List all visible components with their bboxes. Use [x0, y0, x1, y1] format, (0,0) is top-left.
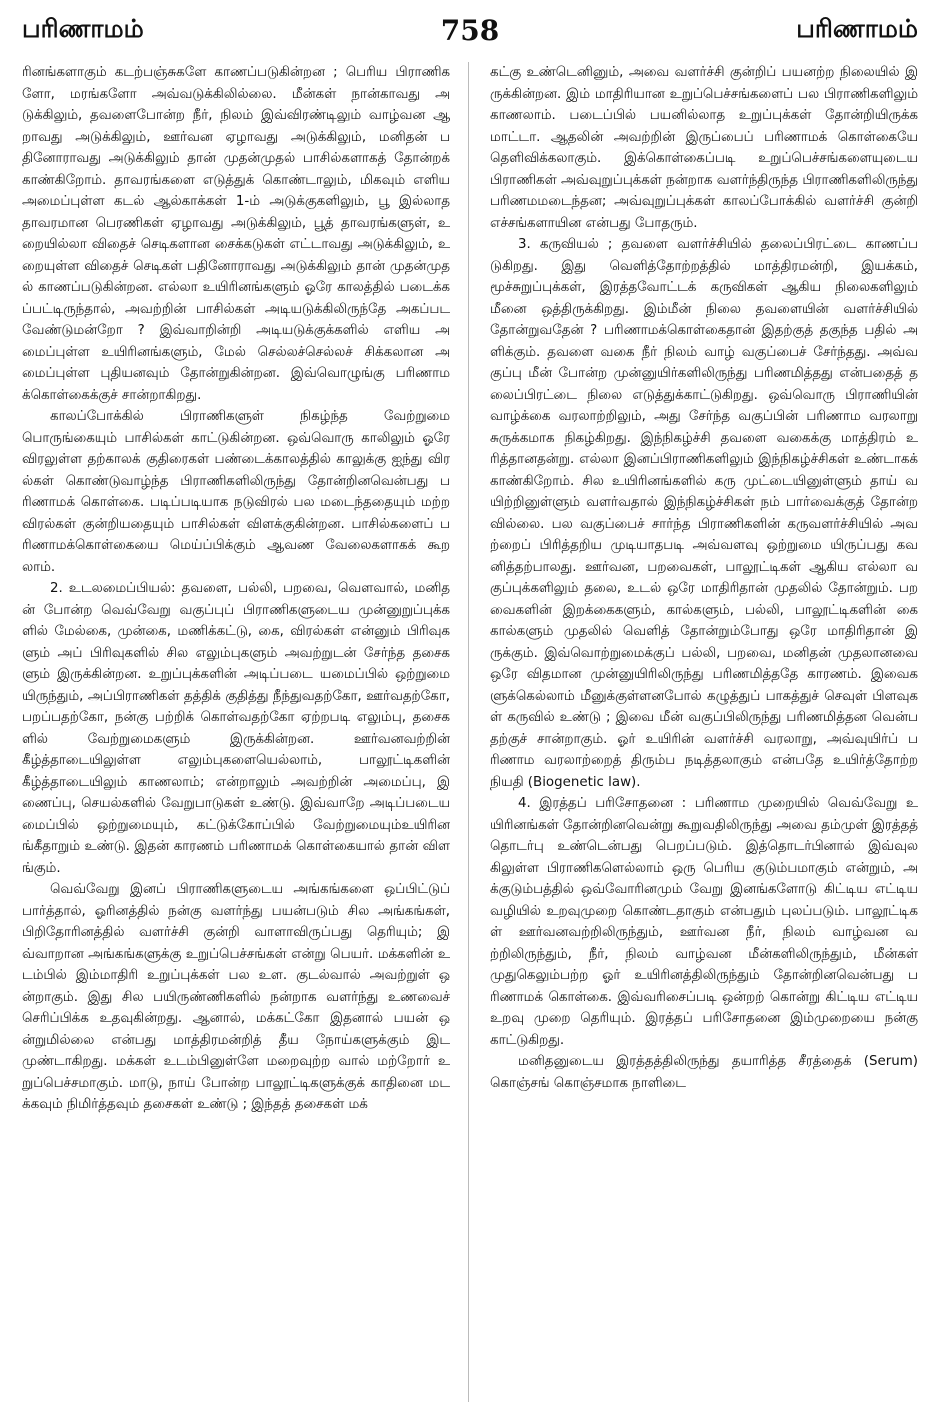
running-head-right: பரிணாமம் [796, 14, 918, 43]
paragraph: ரினங்களாகும் கடற்பஞ்சுகளே காணப்படுகின்றன ; பெரிய பிராணிகளோ, மரங்களோ அவ்வடுக்கிலில்லை. மீன்கள் நான்காவது அடுக்கிலும், தவளைபோன்ற நீர், நிலம் இவ்விரண்டிலும் வாழ்வன ஆறாவது அடுக்கிலும், ஊர்வன ஏழாவது அடுக்கிலும், மனிதன் பதினோராவது அடுக்கிலும் தான் முதன்முதல் பாசில்களாகத் தோன்றக் காண்கிறோம். தாவரங்களை எடுத்துக் கொண்டாலும், மிகவும் எளிய அமைப்புள்ள கடல் ஆல்காக்கள் 1-ம் அடுக்குகளிலும், பூ இல்லாத தாவரமான பெரணிகள் ஏழாவது அடுக்கிலும், பூத் தாவரங்களுள், உறையில்லா விதைச் செடிகளான சைக்கடுகள் எட்டாவது அடுக்கிலும், உறையுள்ள விதைச் செடிகள் பதினோராவது அடுக்கிலும் தான் முதன்முதல் காணப்படுகின்றன. எல்லா உயிரினங்களும் ஓரே காலத்தில் படைக்கப்பட்டிருந்தால், அவற்றின் பாசில்கள் அடியடுக்கிலிருந்தே அகப்படவேண்டுமன்றோ ? இவ்வாறின்றி அடியடுக்குக்களில் எளிய அமைப்புள்ள உயிரினங்களும், மேல் செல்லச்செல்லச் சிக்கலான அமைப்புள்ள புதியனவும் தோன்றுகின்றன. இவ்வொழுங்கு பரிணாமக்கொள்கைக்குச் சான்றாகிறது. [22, 65, 450, 403]
right-column [490, 62, 918, 1412]
paragraph: வெவ்வேறு இனப் பிராணிகளுடைய அங்கங்களை ஒப்பிட்டுப் பார்த்தால், ஓரினத்தில் நன்கு வளர்ந்து பயன்படும் சில அங்கங்கள், பிறிதோரினத்தில் வளர்ச்சி குன்றி வாளாவிருப்பது தெரியும்; இவ்வாறான அங்கங்களுக்கு உறுப்பெச்சங்கள் என்று பெயர். மக்களின் உடம்பில் இம்மாதிரி உறுப்புக்கள் பல உள. குடல்வால் அவற்றுள் ஒன்றாகும். இது சில பயிருண்ணிகளில் நன்றாக வளர்ந்து உணவைச் செரிப்பிக்க உதவுகின்றது. ஆனால், மக்கட்கோ இதனால் பயன் ஒன்றுமில்லை என்பது மாத்திரமன்றித் தீய நோய்களுக்கும் இடமுண்டாகிறது. மக்கள் உடம்பினுள்ளே மறைவுற்ற வால் மற்றோர் உறுப்பெச்சமாகும். மாடு, நாய் போன்ற பாலூட்டிகளுக்குக் காதினை மடக்கவும் நிமிர்த்தவும் தசைகள் உண்டு ; இந்தத் தசைகள் மக் [22, 882, 450, 1112]
paragraph: 3. கருவியல் ; தவளை வளர்ச்சியில் தலைப்பிரட்டை காணப்படுகிறது. இது வெளித்தோற்றத்தில் மாத்திரமன்றி, இயக்கம், மூச்சுறுப்புக்கள், இரத்தவோட்டக் கருவிகள் ஆகிய நிலைகளிலும் மீனை ஒத்திருக்கிறது. இம்மீன் நிலை தவளையின் வளர்ச்சியில் தோன்றுவதேன் ? பரிணாமக்கொள்கைதான் இதற்குத் தகுந்த பதில் அளிக்கும். தவளை வகை நீர் நிலம் வாழ் வகுப்பைச் சேர்ந்தது. அவ்வகுப்பு மீன் போன்ற முன்னுயிர்களிலிருந்து பரிணமித்தது என்பதைத் தலைப்பிரட்டை நிலை எடுத்துக்காட்டுகிறது. ஒவ்வொரு பிராணியின் வாழ்க்கை வரலாற்றிலும், அது சேர்ந்த வகுப்பின் பரிணாம வரலாறு சுருக்கமாக நிகழ்கிறது. இந்நிகழ்ச்சி தவளை வகைக்கு மாத்திரம் உரித்தானதன்று. எல்லா இனப்பிராணிகளிலும் இந்நிகழ்ச்சிகள் உண்டாகக் காண்கிறோம். சில உயிரினங்களில் கரு முட்டையினுள்ளும் தாய் வயிற்றினுள்ளும் வளர்வதால் இந்நிகழ்ச்சிகள் நம் பார்வைக்குத் தோன்றவில்லை. பல வகுப்பைச் சார்ந்த பிராணிகளின் கருவளர்ச்சியில் அவற்றைப் பிரித்தறிய முடியாதபடி அவ்வளவு ஒற்றுமை யிருப்பது கவனித்தற்பாலது. ஊர்வன, பறவைகள், பாலூட்டிகள் ஆகிய எல்லா வகுப்புக்களிலும் தலை, உடல் ஒரே மாதிரிதான் முதலில் தோன்றும். பறவைகளின் இறக்கைகளும், கால்களும், பல்லி, பாலூட்டிகளின் கை கால்களும் முதலில் வெளித் தோன்றும்போது ஒரே மாதிரிதான் இருக்கும். இவ்வொற்றுமைக்குப் பல்லி, பறவை, மனிதன் முதலானவை ஒரே விதமான முன்னுயிரிலிருந்து பரிணமித்ததே காரணம். இவைகளுக்கெல்லாம் மீனுக்குள்ளனபோல் கழுத்துப் பாகத்துச் செவுள் பிளவுகள் கருவில் உண்டு ; இவை மீன் வகுப்பிலிருந்து பரிணமித்தன வென்பதற்குச் சான்றாகும். ஓர் உயிரின் வளர்ச்சி வரலாறு, அவ்வுயிர்ப் பரிணாம வரலாற்றைத் திரும்ப நடித்தலாகும் என்பதே உயிர்த்தோற்ற நியதி (Biogenetic law). [490, 237, 918, 790]
paragraph: கட்கு உண்டெனினும், அவை வளர்ச்சி குன்றிப் பயனற்ற நிலையில் இருக்கின்றன. இம் மாதிரியான உறுப்பெச்சங்களைப் பல பிராணிகளிலும் காணலாம். படைப்பில் பயனில்லாத உறுப்புக்கள் தோன்றியிருக்க மாட்டா. ஆதலின் அவற்றின் இருப்பைப் பரிணாமக் கொள்கையே தெளிவிக்கலாகும். இக்கொள்கைப்படி உறுப்பெச்சங்களையுடைய பிராணிகள் அவ்வுறுப்புக்கள் நன்றாக வளர்ந்திருந்த பிராணிகளிலிருந்து பரிணமமடைந்தன; அவ்வுறுப்புக்கள் காலப்போக்கில் வளர்ச்சி குன்றி எச்சங்களாயின என்பது போதரும். [490, 65, 918, 231]
paragraph: 4. இரத்தப் பரிசோதனை : பரிணாம முறையில் வெவ்வேறு உயிரினங்கள் தோன்றினவென்று கூறுவதிலிருந்து அவை தம்முள் இரத்தத் தொடர்பு உண்டென்பது பெறப்படும். இத்தொடர்பினால் இவ்வுலகிலுள்ள பிராணிகளெல்லாம் ஒரு பெரிய குடும்பமாகும் என்றும், அக்குடும்பத்தில் ஒவ்வோரினமும் வேறு இனங்களோடு கிட்டிய எட்டிய வழியில் உறவுமுறை கொண்டதாகும் என்பதும் புலப்படும். பாலூட்டிகள் ஊர்வனவற்றிலிருந்தும், ஊர்வன நீர், நிலம் வாழ்வன வற்றிலிருந்தும், நீர், நிலம் வாழ்வன மீன்களிலிருந்தும், மீன்கள் முதுகெலும்பற்ற ஓர் உயிரினத்திலிருந்தும் தோன்றினவென்பது பரிணாமக் கொள்கை. இவ்வரிசைப்படி ஒன்றற் கொன்று கிட்டிய எட்டிய உறவு முறை தெரியும். இரத்தப் பரிசோதனை இம்முறையை நன்கு காட்டுகிறது. [490, 796, 918, 1048]
paragraph: மனிதனுடைய இரத்தத்திலிருந்து தயாரித்த சீரத்தைக் (Serum) கொஞ்சங் கொஞ்சமாக நாளிடை [490, 1054, 918, 1091]
paragraph: 2. உடலமைப்பியல்: தவளை, பல்லி, பறவை, வௌவால், மனிதன் போன்ற வெவ்வேறு வகுப்புப் பிராணிகளுடைய முன்னுறுப்புக்களில் மேல்கை, முன்கை, மணிக்கட்டு, கை, விரல்கள் என்னும் பிரிவுகளும் அப் பிரிவுகளில் சில எலும்புகளும் அவற்றுடன் சேர்ந்த தசைகளும் இருக்கின்றன. உறுப்புக்களின் அடிப்படை யமைப்பில் ஒற்றுமை யிருந்தும், அப்பிராணிகள் தத்திக் குதித்து நீந்துவதற்கோ, ஊர்வதற்கோ, பறப்பதற்கோ, நன்கு பற்றிக் கொள்வதற்கோ ஏற்றபடி எலும்பு, தசைகளில் வேற்றுமைகளும் இருக்கின்றன. ஊர்வனவற்றின் கீழ்த்தாடையிலுள்ள எலும்புகளையெல்லாம், பாலூட்டிகளின் கீழ்த்தாடையிலும் காணலாம்; என்றாலும் அவற்றின் அமைப்பு, இணைப்பு, செயல்களில் வேறுபாடுகள் உண்டு. இவ்வாறே அடிப்படையமைப்பில் ஒற்றுமையும், கட்டுக்கோப்பில் வேற்றுமையும்உயிரினங்கீதாறும் உண்டு. இதன் காரணம் பரிணாமக் கொள்கையால் தான் விளங்கும். [22, 581, 450, 876]
column-divider [468, 62, 469, 1402]
page-header [22, 14, 918, 56]
page-number: 758 [440, 14, 500, 47]
running-head-left: பரிணாமம் [22, 14, 144, 43]
paragraph: காலப்போக்கில் பிராணிகளுள் நிகழ்ந்த வேற்றுமை பொருங்கையும் பாசில்கள் காட்டுகின்றன. ஒவ்வொரு காலிலும் ஓரே விரலுள்ள தற்காலக் குதிரைகள் பண்டைக்காலத்தில் காலுக்கு ஐந்து விரல்கள் கொண்டுவாழ்ந்த பிராணிகளிலிருந்து தோன்றினவென்பது பரிணாமக் கொள்கை. படிப்படியாக நடுவிரல் பல மடைந்ததையும் மற்ற விரல்கள் குன்றியதையும் பாசில்கள் விளக்குகின்றன. பாசில்களைப் பரிணாமக்கொள்கையை மெய்ப்பிக்கும் ஆவண வேலைகளாகக் கூறலாம். [22, 409, 450, 575]
left-column [22, 62, 450, 1412]
